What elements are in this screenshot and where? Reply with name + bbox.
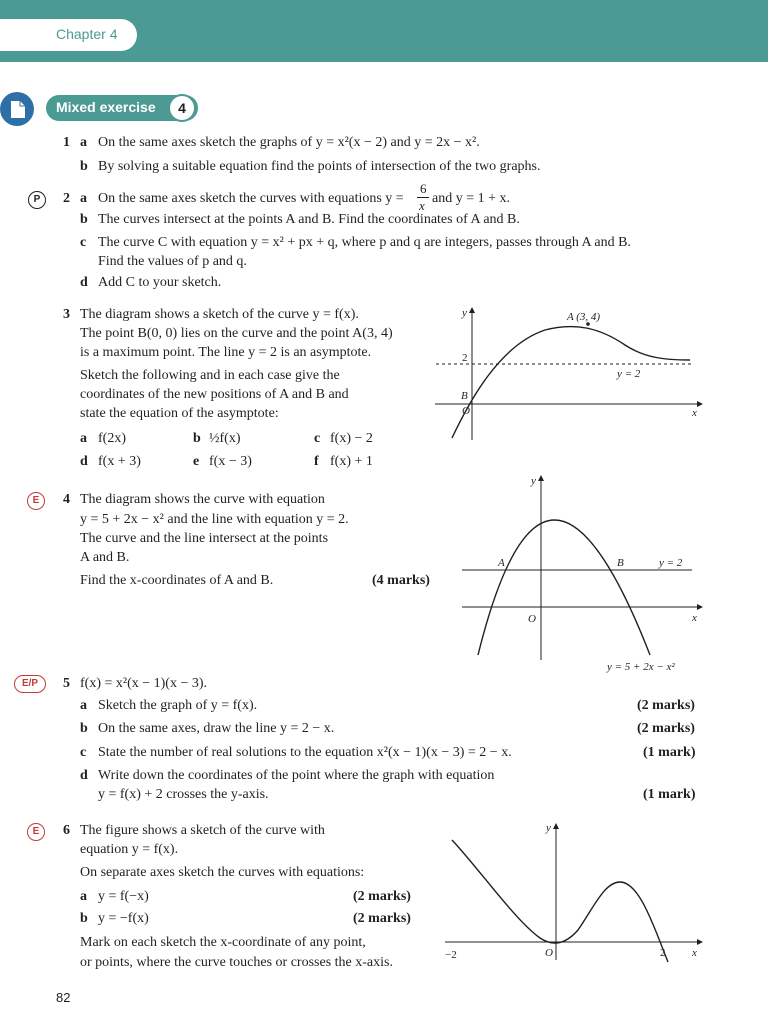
- origin-label: O: [528, 613, 536, 625]
- q4-line-1: The diagram shows the curve with equation: [80, 492, 325, 507]
- q2-b-text: The curves intersect at the points A and B. Find the coordinates of A and B.: [98, 212, 520, 227]
- q3-line-1: The diagram shows a sketch of the curve y = f(x).: [80, 307, 359, 322]
- q3-part-d-text: f(x + 3): [98, 454, 141, 469]
- q2-d-label: d: [80, 275, 88, 290]
- q2-c-text-2: Find the values of p and q.: [98, 254, 247, 269]
- q6-number: 6: [63, 823, 70, 838]
- problem-solving-badge: P: [28, 191, 46, 209]
- q4-line-4: A and B.: [80, 550, 130, 565]
- q2-d-text: Add C to your sketch.: [98, 275, 222, 290]
- q5-part-a-text: Sketch the graph of y = f(x).: [98, 698, 258, 713]
- q1-b-text: By solving a suitable equation find the points of intersection of the two graphs.: [98, 159, 541, 174]
- q3-part-c-text: f(x) − 2: [330, 431, 373, 446]
- exercise-title: Mixed exercise: [56, 99, 156, 115]
- q6-line-2: equation y = f(x).: [80, 842, 179, 857]
- q6-part-a-marks: (2 marks): [353, 889, 411, 904]
- point-b-label: B: [461, 390, 468, 402]
- q5-part-d-label: d: [80, 768, 88, 783]
- q2-frac-den: x: [419, 198, 425, 213]
- q3-part-e-label: e: [193, 454, 200, 469]
- y-axis-label: y: [531, 475, 536, 487]
- exam-problem-badge: E/P: [14, 675, 46, 693]
- q6-part-b-marks: (2 marks): [353, 911, 411, 926]
- q5-part-d-marks: (1 mark): [643, 787, 696, 802]
- chapter-label: Chapter 4: [56, 26, 118, 42]
- point-a-label: A (3, 4): [567, 311, 601, 323]
- q5-part-c-text: State the number of real solutions to the equation x²(x − 1)(x − 3) = 2 − x.: [98, 745, 512, 760]
- exam-badge: E: [27, 823, 45, 841]
- q6-part-a-label: a: [80, 889, 87, 904]
- q2-a-text: On the same axes sketch the curves with equations y =: [98, 191, 404, 206]
- q5-part-d-text: Write down the coordinates of the point where the graph with equation: [98, 768, 495, 783]
- q3-line-5: coordinates of the new positions of A and B and: [80, 387, 349, 402]
- q5-part-a-label: a: [80, 698, 87, 713]
- q3-number: 3: [63, 307, 70, 322]
- q2-c-text: The curve C with equation y = x² + px + q, where p and q are integers, passes through A and B.: [98, 235, 631, 250]
- q5-part-b-text: On the same axes, draw the line y = 2 − x.: [98, 721, 335, 736]
- q4-number: 4: [63, 492, 70, 507]
- x-tick-2: 2: [660, 947, 666, 959]
- q4-line-3: The curve and the line intersect at the points: [80, 531, 329, 546]
- x-tick-neg-2: −2: [445, 949, 457, 961]
- curve: [452, 840, 668, 962]
- origin-label: O: [462, 405, 470, 417]
- q3-part-f-label: f: [314, 454, 319, 469]
- q5-stem: f(x) = x²(x − 1)(x − 3).: [80, 676, 208, 691]
- q3-part-a-text: f(2x): [98, 431, 126, 446]
- q5-part-b-marks: (2 marks): [637, 721, 695, 736]
- q2-a-text-end: and y = 1 + x.: [432, 191, 511, 206]
- q2-a-label: a: [80, 191, 87, 206]
- q3-part-b-label: b: [193, 431, 201, 446]
- q5-part-c-marks: (1 mark): [643, 745, 696, 760]
- q2-c-label: c: [80, 235, 87, 250]
- page-number: 82: [56, 990, 71, 1005]
- line-label: y = 2: [659, 557, 683, 569]
- x-axis-label: x: [692, 407, 697, 419]
- q5-part-c-label: c: [80, 745, 87, 760]
- q1-a-label: a: [80, 135, 87, 150]
- curve-label: y = 5 + 2x − x²: [607, 661, 675, 673]
- origin-label: O: [545, 947, 553, 959]
- q6-mark-line-2: or points, where the curve touches or crosses the x-axis.: [80, 955, 393, 970]
- point-b-label: B: [617, 557, 624, 569]
- q4-find: Find the x-coordinates of A and B.: [80, 573, 274, 588]
- x-axis-label: x: [692, 612, 697, 624]
- point-a-label: A: [498, 557, 505, 569]
- q3-part-a-label: a: [80, 431, 87, 446]
- y-tick-2: 2: [462, 352, 468, 364]
- q3-line-4: Sketch the following and in each case give the: [80, 368, 340, 383]
- q2-frac-num: 6: [420, 181, 427, 196]
- q3-line-3: is a maximum point. The line y = 2 is an asymptote.: [80, 345, 372, 360]
- x-axis-label: x: [692, 947, 697, 959]
- q3-part-d-label: d: [80, 454, 88, 469]
- q3-line-2: The point B(0, 0) lies on the curve and the point A(3, 4): [80, 326, 393, 341]
- q1-b-label: b: [80, 159, 88, 174]
- q6-part-b-label: b: [80, 911, 88, 926]
- q5-part-b-label: b: [80, 721, 88, 736]
- y-axis-label: y: [546, 822, 551, 834]
- q3-part-e-text: f(x − 3): [209, 454, 252, 469]
- q6-instruction: On separate axes sketch the curves with equations:: [80, 865, 365, 880]
- q1-number: 1: [63, 135, 70, 150]
- q2-number: 2: [63, 191, 70, 206]
- q5-part-a-marks: (2 marks): [637, 698, 695, 713]
- q5-number: 5: [63, 676, 70, 691]
- exercise-number: 4: [168, 94, 196, 122]
- q3-part-b-text: ½f(x): [209, 431, 241, 446]
- q4-marks: (4 marks): [372, 573, 430, 588]
- exam-badge: E: [27, 492, 45, 510]
- q4-line-2: y = 5 + 2x − x² and the line with equation y = 2.: [80, 512, 349, 527]
- q3-line-6: state the equation of the asymptote:: [80, 406, 279, 421]
- q2-b-label: b: [80, 212, 88, 227]
- q1-a-text: On the same axes sketch the graphs of y = x²(x − 2) and y = 2x − x².: [98, 135, 480, 150]
- q3-part-f-text: f(x) + 1: [330, 454, 373, 469]
- q6-part-a-text: y = f(−x): [98, 889, 149, 904]
- q6-part-b-text: y = −f(x): [98, 911, 149, 926]
- q5-part-d-text-2: y = f(x) + 2 crosses the y-axis.: [98, 787, 269, 802]
- y-axis-label: y: [462, 307, 467, 319]
- asymptote-label: y = 2: [617, 368, 641, 380]
- q6-line-1: The figure shows a sketch of the curve with: [80, 823, 325, 838]
- q3-part-c-label: c: [314, 431, 321, 446]
- q6-mark-line-1: Mark on each sketch the x-coordinate of any point,: [80, 935, 366, 950]
